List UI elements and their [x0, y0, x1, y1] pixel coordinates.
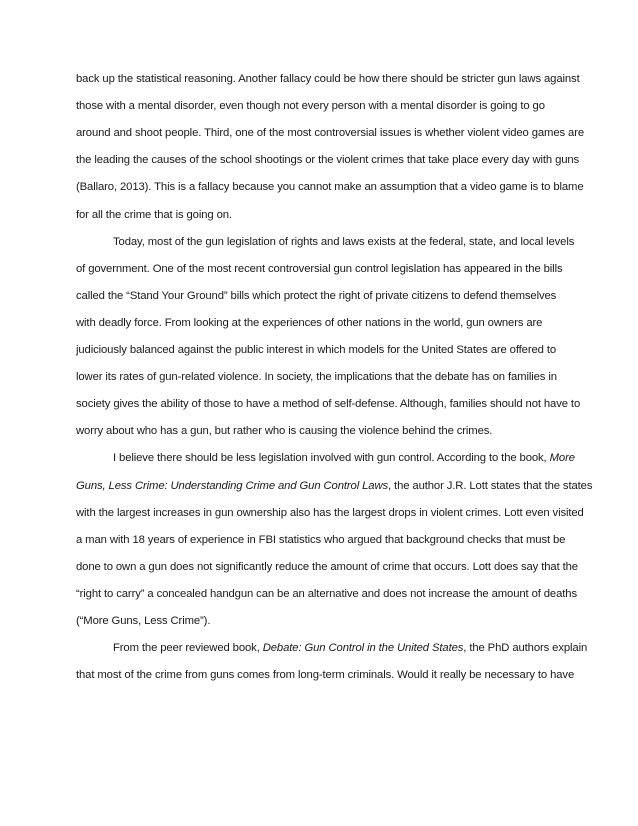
text-run: with deadly force. From looking at the experiences of other nations in the world, gun owners are — [76, 316, 543, 329]
text-run: judiciously balanced against the public interest in which models for the United States are offered to — [76, 344, 557, 356]
text-run: those with a mental disorder, even though not every person with a mental disorder is going to go — [76, 100, 545, 113]
text-run: (Ballaro, 2013). This is a fallacy because you cannot make an assumption that a video game is to blame — [76, 181, 584, 194]
text-line — [76, 289, 556, 303]
text-line — [76, 99, 545, 113]
text-run: “right to carry” a concealed handgun can be an alternative and does not increase the amount of deaths — [76, 587, 577, 600]
text-line — [76, 208, 232, 222]
text-run: (“More Guns, Less Crime”). — [76, 615, 211, 627]
text-line — [76, 479, 592, 493]
text-run: done to own a gun does not significantly reduce the amount of crime that occurs. Lott does say that the — [76, 560, 578, 573]
italic-title: More — [549, 452, 575, 465]
text-run: called the “Stand Your Ground” bills which protect the right of private citizens to defend themselves — [76, 289, 557, 302]
text-run: , the PhD authors explain — [463, 642, 588, 655]
text-line — [76, 262, 562, 276]
text-line — [76, 614, 210, 628]
text-line — [76, 424, 492, 438]
text-line — [76, 153, 579, 167]
text-line — [76, 180, 584, 194]
text-run: Today, most of the gun legislation of rights and laws exists at the federal, state, and local levels — [113, 235, 575, 248]
text-run: with the largest increases in gun ownership also has the largest drops in violent crimes. Lott even visited — [76, 506, 584, 519]
text-run: , the author J.R. Lott states that the states — [388, 479, 593, 492]
text-line — [76, 72, 580, 86]
text-run: society gives the ability of those to have a method of self-defense. Although, families should not have to — [76, 398, 581, 411]
text-line — [76, 668, 574, 682]
text-run: I believe there should be less legislation involved with gun control. According to the book, — [113, 452, 550, 465]
text-line — [76, 560, 578, 574]
text-run: worry about who has a gun, but rather who is causing the violence behind the crimes. — [76, 425, 493, 438]
text-line — [76, 370, 557, 384]
text-line — [76, 533, 565, 547]
text-line — [76, 587, 577, 601]
italic-title: Guns, Less Crime: Understanding Crime and Gun Control Laws — [76, 479, 389, 492]
text-run: lower its rates of gun-related violence. In society, the implications that the debate has on families in — [76, 371, 557, 384]
text-line — [76, 397, 580, 411]
text-line — [76, 343, 556, 357]
text-line — [76, 126, 584, 140]
text-line — [113, 641, 587, 655]
text-run: back up the statistical reasoning. Another fallacy could be how there should be stricter gun laws against — [76, 73, 580, 85]
text-line — [113, 235, 574, 249]
text-run: the leading the causes of the school shootings or the violent crimes that take place every day with guns — [76, 154, 580, 167]
text-run: From the peer reviewed book, — [113, 642, 263, 655]
text-run: a man with 18 years of experience in FBI statistics who argued that background checks that must be — [76, 533, 566, 546]
text-line — [76, 316, 542, 330]
text-run: for all the crime that is going on. — [76, 208, 232, 221]
text-line — [113, 451, 575, 465]
text-line — [76, 506, 584, 520]
text-run: around and shoot people. Third, one of the most controversial issues is whether violent video games are — [76, 127, 585, 140]
italic-title: Debate: Gun Control in the United States — [262, 642, 464, 655]
text-run: that most of the crime from guns comes from long-term criminals. Would it really be necessary to have — [76, 669, 575, 682]
text-run: of government. One of the most recent controversial gun control legislation has appeared in the bills — [76, 262, 563, 275]
